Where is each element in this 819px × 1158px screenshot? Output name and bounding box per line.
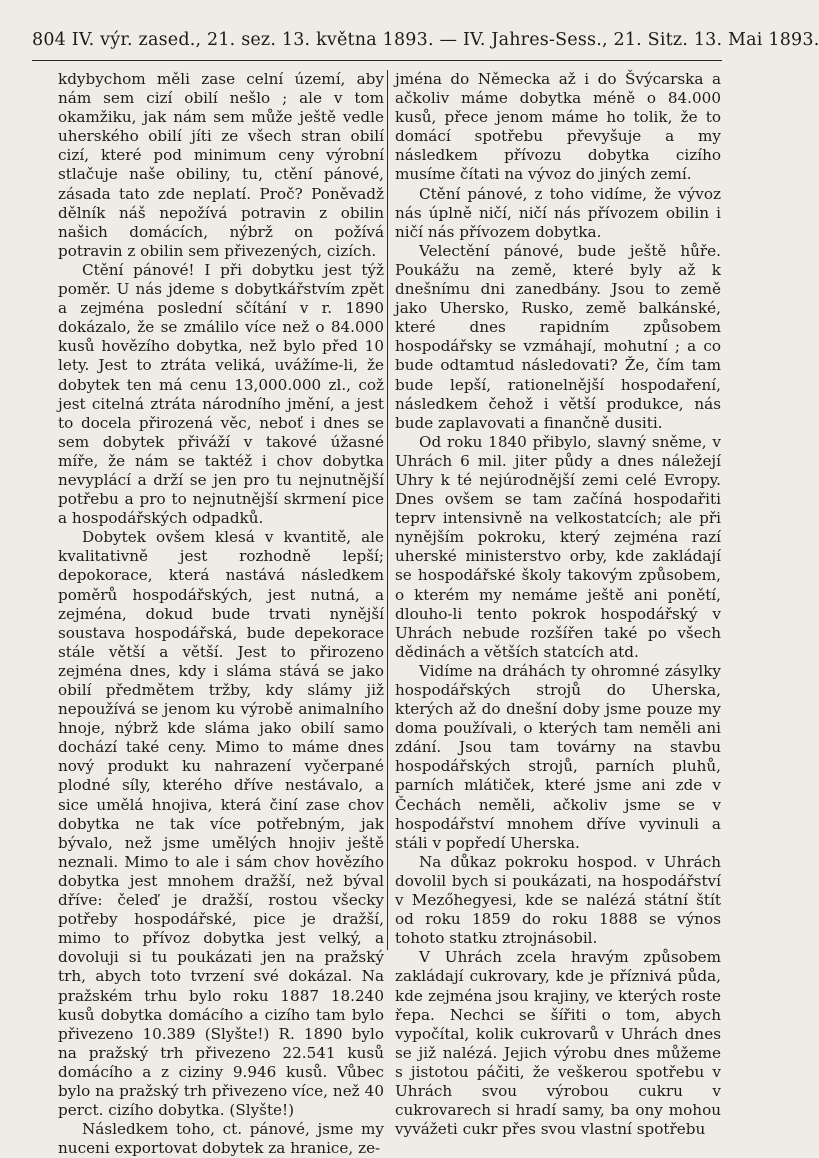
paragraph: Ctění pánové, z toho vidíme, že vývoz nás úplně ničí, ničí nás přívozem obilin i ničí nás přívozem dobytka. (395, 184, 721, 241)
header-rule (32, 60, 722, 61)
paragraph: Vidíme na dráhách ty ohromné zásylky hospodářských strojů do Uherska, kterých až do dnešní doby jsme pouze my doma používali, o kterých tam neměli ani zdání. Jsou tam továrny na stavbu hospodářských strojů, parních pluhů, parních mlátiček, které jsme ani zde v Čechách neměli, ačkoliv jsme se v hospodářství mnohem dříve vyvinuli a stáli v popředí Uherska. (395, 661, 721, 852)
running-header: 804 IV. výr. zased., 21. sez. 13. května 1893. — IV. Jahres-Sess., 21. Sitz. 13. Mai 1893. (32, 30, 819, 50)
paragraph: Dobytek ovšem klesá v kvantitě, ale kvalitativně jest rozhodně lepší; depokorace, která nastává následkem poměrů hospodářských, jest nutná, a zejména, dokud bude trvati nynější soustava hospodářská, bude depekorace stále větší a větší. Jest to přirozeno zejména dnes, kdy i sláma stává se jako obilí předmětem tržby, kdy slámy již nepoužívá se jenom ku výrobě animalního hnoje, nýbrž kde sláma jako obilí samo dochází také ceny. Mimo to máme dnes nový produkt ku nahrazení vyčerpané plodné síly, kterého dříve nestávalo, a sice umělá hnojiva, která činí zase chov dobytka ne tak více potřebným, jak bývalo, než jsme umělých hnojiv ještě neznali. Mimo to ale i sám chov hovězího dobytka jest mnohem dražší, než býval dříve: čeleď je dražší, rostou všecky potřeby hospodářské, pice je dražší, mimo to přívoz dobytka jest velký, a dovoluji si tu poukázati jen na pražský trh, abych toto tvrzení své dokázal. Na pražském trhu bylo roku 1887 18.240 kusů dobytka domácího a cizího tam bylo přivezeno 10.389 (Slyšte!) R. 1890 bylo na pražský trh přivezeno 22.541 kusů domácího a z ciziny 9.946 kusů. Vůbec bylo na pražský trh přivezeno více, než 40 perct. cizího dobytka. (Slyšte!) (58, 528, 384, 1120)
paragraph: Od roku 1840 přibylo, slavný sněme, v Uhrách 6 mil. jiter půdy a dnes náležejí Uhry k té nejúrodnější zemi celé Evropy. Dnes ovšem se tam začíná hospodařiti teprv intensivně na velkostatcích; ale při nynějším pokroku, který zejména razí uherské ministerstvo orby, kde zakládají se hospodářské školy takovým způsobem, o kterém my nemáme ještě ani ponětí, dlouho-li tento pokrok hospodářský v Uhrách nebude rozšířen také po všech dědinách a větších statcích atd. (395, 432, 721, 661)
paragraph: V Uhrách zcela hravým způsobem zakládají cukrovary, kde je příznivá půda, kde zejména jsou krajiny, ve kterých roste řepa. Nechci se šířiti o tom, abych vypočítal, kolik cukrovarů v Uhrách dnes se již nalézá. Jejich výrobu dnes můžeme s jistotou páčiti, že veškerou spotřebu v Uhrách svou výrobou cukru v cukrovarech si hradí samy, ba ony mohou vyvážeti cukr přes svou vlastní spotřebu (395, 948, 721, 1139)
paragraph: Na důkaz pokroku hospod. v Uhrách dovolil bych si poukázati, na hospodářství v Mezőhegyesi, kde se nalézá státní štít od roku 1859 do roku 1888 se výnos tohoto statku ztrojnásobil. (395, 852, 721, 948)
paragraph: Následkem toho, ct. pánové, jsme my nuceni exportovat dobytek za hranice, ze- (58, 1120, 384, 1158)
paragraph: Velectění pánové, bude ještě hůře. Poukážu na země, které byly až k dnešnímu dni zanedbány. Jsou to země jako Uhersko, Rusko, země balkánské, které dnes rapidním způsobem hospodářsky se vzmáhají, mohutní ; a co bude odtamtud následovati? Že, čím tam bude lepší, rationelnější hospodaření, následkem čehož i větší produkce, nás bude zaplavovati a finančně dusiti. (395, 241, 721, 432)
paragraph: jména do Německa až i do Švýcarska a ačkoliv máme dobytka méně o 84.000 kusů, přece jenom máme ho tolik, že to domácí spotřebu převyšuje a my následkem přívozu dobytka cizího musíme čítati na vývoz do jiných zemí. (395, 70, 721, 184)
left-column (58, 70, 384, 1158)
paragraph: kdybychom měli zase celní území, aby nám sem cizí obilí nešlo ; ale v tom okamžiku, jak nám sem může ještě vedle uherského obilí jíti ze všech stran obilí cizí, které pod minimum ceny výrobní stlačuje naše obiliny, tu, ctění pánové, zásada tato zde neplatí. Proč? Poněvadž dělník náš nepožívá potravin z obilin našich domácích, nýbrž on požívá potravin z obilin sem přivezených, cizích. (58, 70, 384, 260)
column-divider (387, 70, 388, 950)
paragraph: Ctění pánové! I při dobytku jest týž poměr. U nás jdeme s dobytkářstvím zpět a zejména poslední sčítání v r. 1890 dokázalo, že se zmálilo více než o 84.000 kusů hovězího dobytka, než bylo před 10 lety. Jest to ztráta veliká, uvážíme-li, že dobytek ten má cenu 13,000.000 zl., což jest citelná ztráta národního jmění, a jest to docela přirozená věc, neboť i dnes se sem dobytek přiváží v takové úžasné míře, že nám se taktéž i chov dobytka nevyplácí a drží se jen pro tu nejnutnější potřebu a pro to nejnutnější skrmení pice a hospodářských odpadků. (58, 260, 384, 528)
right-column (395, 70, 721, 1139)
